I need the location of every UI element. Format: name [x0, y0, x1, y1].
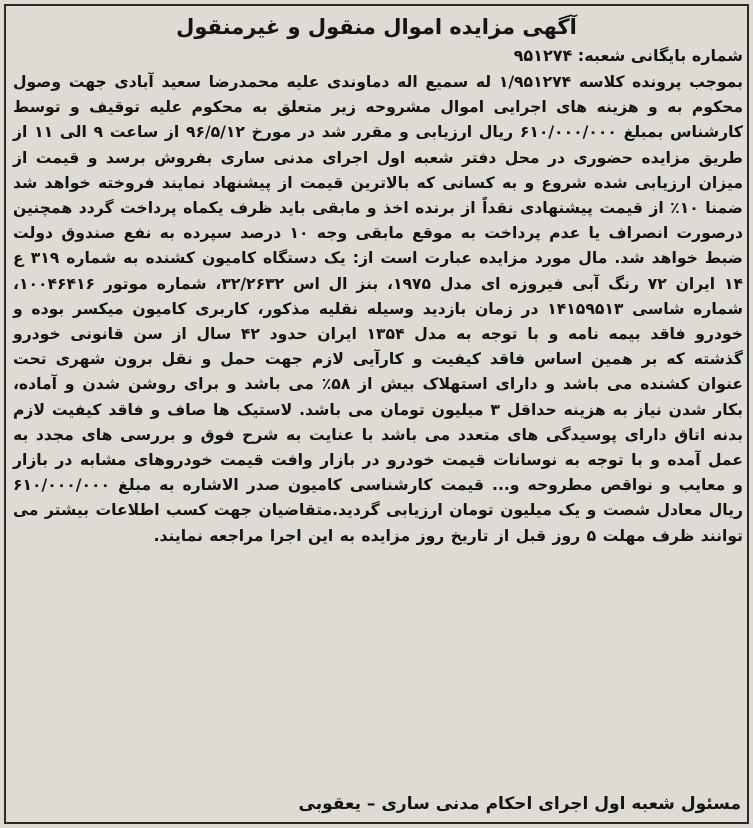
- notice-body: بموجب پرونده کلاسه ۱/۹۵۱۲۷۴ له سمیع اله دماوندی علیه محمدرضا سعید آبادی جهت وصول محکوم به و هزینه های اجرایی اموال مشروحه زیر متعلق به محکوم علیه توقیف و توسط کارشناس بمبلغ ۶۱۰/۰۰۰/۰۰۰ ریال ارزیابی و مقرر شد در مورخ ۹۶/۵/۱۲ از ساعت ۹ الی ۱۱ از طریق مزایده حضوری در محل دفتر شعبه اول اجرای مدنی ساری بفروش برسد و قیمت از میزان ارزیابی شده شروع و به کسانی که بالاترین قیمت از پیشنهاد نمایند فروخته خواهد شد ضمنا ۱۰٪ از قیمت پیشنهادی نقداً از برنده اخذ و مابقی باید ظرف یکماه پرداخت گردد همچنین درصورت انصراف یا عدم پرداخت به موقع مابقی وجه ۱۰ درصد سپرده به نفع صندوق دولت ضبط خواهد شد. مال مورد مزایده عبارت است از: یک دستگاه کامیون کشنده به شماره ۳۱۹ ع ۱۴ ایران ۷۲ رنگ آبی فیروزه ای مدل ۱۹۷۵، بنز ال اس ۳۲/۲۶۳۲، شماره موتور ۱۰۰۴۶۴۱۶، شماره شاسی ۱۴۱۵۹۵۱۳ در زمان بازدید وسیله نقلیه مذکور، کاربری کامیون میکسر بوده و خودرو فاقد بیمه نامه و با توجه به مدل ۱۳۵۴ ایران حدود ۴۲ سال از سن قانونی خودرو گذشته که بر همین اساس فاقد کیفیت و کارآیی لازم جهت حمل و نقل برون شهری تحت عنوان کشنده می باشد و دارای استهلاک بیش از ۵۸٪ می باشد و برای روشن شدن و آماده، بکار شدن نیاز به هزینه حداقل ۳ میلیون تومان می باشد. لاستیک ها صاف و فاقد کیفیت لازم بدنه اتاق دارای پوسیدگی های متعدد می باشد با عنایت به شرح فوق و بررسی های مجدد به عمل آمده و با توجه به نوسانات قیمت خودرو در بازار وافت قیمت خودروهای مشابه در بازار و معایب و نواقص مطروحه و... قیمت کارشناسی کامیون صدر الاشاره به مبلغ ۶۱۰/۰۰۰/۰۰۰ ریال معادل شصت و یک میلیون تومان ارزیابی گردید.متقاضیان جهت کسب اطلاعات بیشتر می توانند ظرف مهلت ۵ روز قبل از تاریخ روز مزایده به این اجرا مراجعه نمایند.: [13, 73, 743, 545]
- signature-line: مسئول شعبه اول اجرای احکام مدنی ساری – یعقوبی: [298, 794, 741, 814]
- notice-title: آگهی مزایده اموال منقول و غیرمنقول: [176, 15, 577, 39]
- archive-number: شماره بایگانی شعبه: ۹۵۱۲۷۴: [513, 46, 743, 65]
